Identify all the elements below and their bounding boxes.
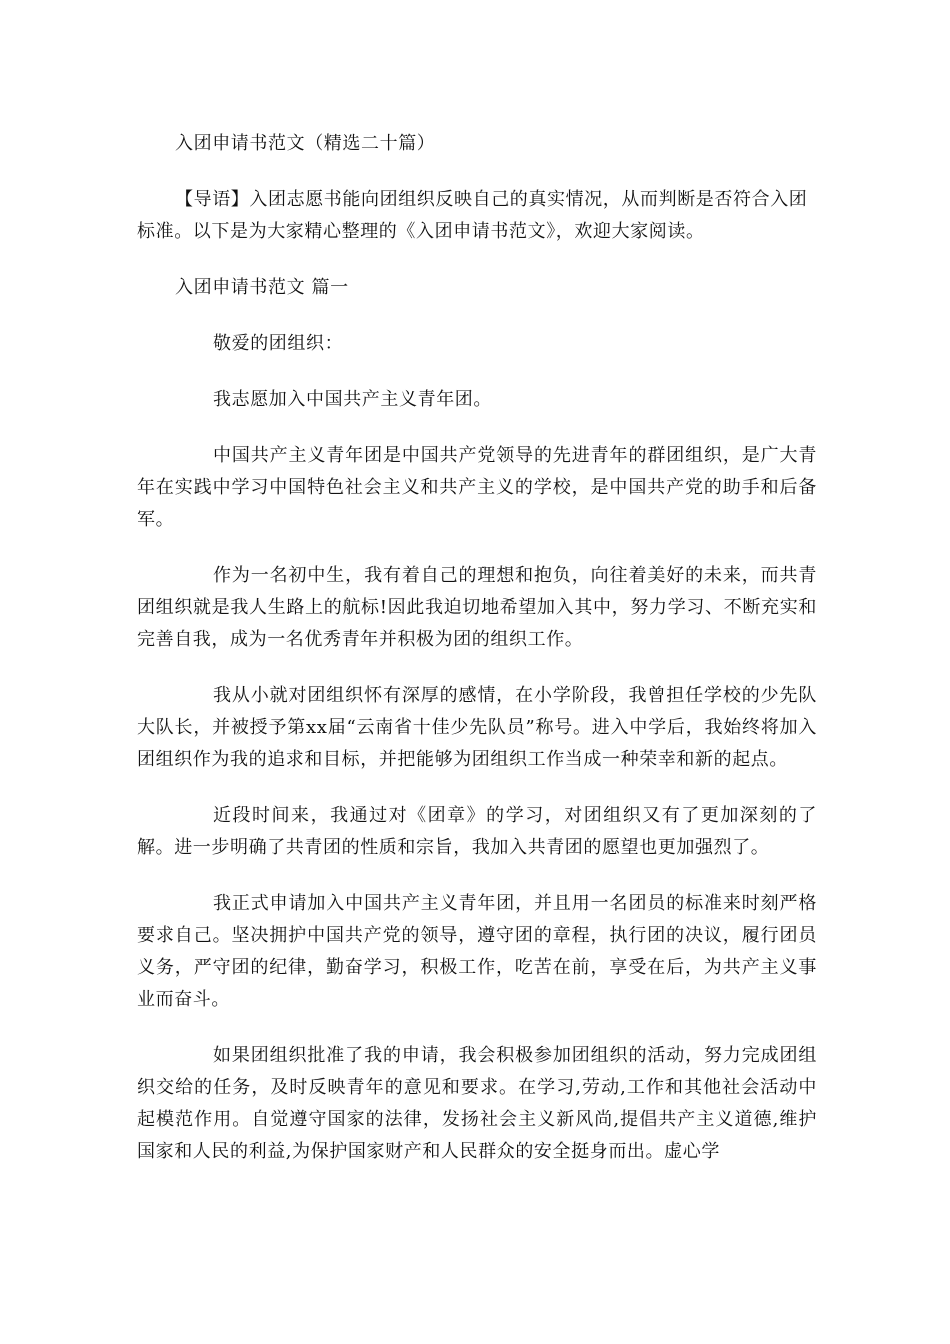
body-paragraph: 我志愿加入中国共产主义青年团。: [213, 389, 492, 410]
body-paragraph: 作为一名初中生，我有着自己的理想和抱负，向往着美好的未来，而共青团组织就是我人生路上的航标!因此我迫切地希望加入其中，努力学习、不断充实和完善自我，成为一名优秀青年并积极为团的组织工作。: [137, 565, 817, 650]
body-paragraph: 我从小就对团组织怀有深厚的感情，在小学阶段，我曾担任学校的少先队大队长，并被授予第xx届“云南省十佳少先队员”称号。进入中学后，我始终将加入团组织作为我的追求和目标，并把能够为团组织工作当成一种荣幸和新的起点。: [137, 685, 817, 770]
intro-paragraph: 【导语】入团志愿书能向团组织反映自己的真实情况，从而判断是否符合入团标准。以下是为大家精心整理的《入团申请书范文》，欢迎大家阅读。: [137, 189, 808, 242]
salutation: 敬爱的团组织：: [213, 333, 344, 354]
section-heading: 入团申请书范文 篇一: [175, 277, 349, 298]
body-paragraph: 中国共产主义青年团是中国共产党领导的先进青年的群团组织，是广大青年在实践中学习中国特色社会主义和共产主义的学校，是中国共产党的助手和后备军。: [137, 445, 817, 530]
body-paragraph: 我正式申请加入中国共产主义青年团，并且用一名团员的标准来时刻严格要求自己。坚决拥护中国共产党的领导，遵守团的章程，执行团的决议，履行团员义务，严守团的纪律，勤奋学习，积极工作，吃苦在前，享受在后，为共产主义事业而奋斗。: [137, 893, 817, 1010]
body-paragraph: 如果团组织批准了我的申请，我会积极参加团组织的活动，努力完成团组织交给的任务，及时反映青年的意见和要求。在学习,劳动,工作和其他社会活动中起模范作用。自觉遵守国家的法律，发扬社会主义新风尚,提倡共产主义道德,维护国家和人民的利益,为保护国家财产和人民群众的安全挺身而出。虚心学: [137, 1045, 817, 1162]
document-title: 入团申请书范文（精选二十篇）: [175, 133, 436, 154]
body-paragraph: 近段时间来，我通过对《团章》的学习，对团组织又有了更加深刻的了解。进一步明确了共青团的性质和宗旨，我加入共青团的愿望也更加强烈了。: [137, 805, 817, 858]
document-page: [137, 128, 817, 1192]
